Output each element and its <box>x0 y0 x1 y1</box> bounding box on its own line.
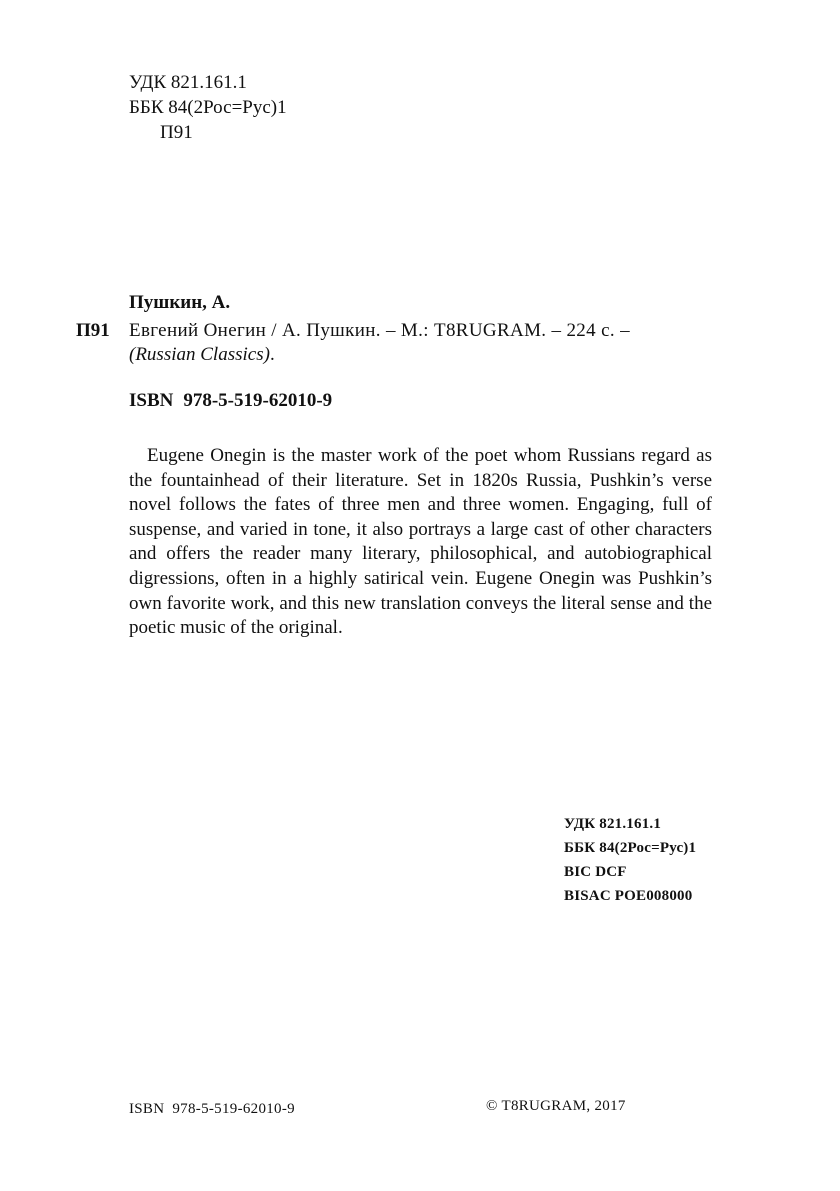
isbn-main <box>129 390 332 412</box>
classification-codes <box>564 812 696 908</box>
udk-code: УДК 821.161.1 <box>129 72 247 93</box>
isbn-label: ISBN <box>129 390 174 411</box>
classif-bbk: ББК 84(2Рос=Рус)1 <box>564 840 697 856</box>
catalog-author: Пушкин, А. <box>129 292 231 313</box>
footer-isbn <box>129 1101 295 1118</box>
classif-udk: УДК 821.161.1 <box>564 816 662 832</box>
book-description: Eugene Onegin is the master work of the poet whom Russians regard as the fountainhead of their literature. Set in 1820s Russia, Pushkin’s verse novel follows the fates of three men and three women. Engaging, full of suspense, and varied in tone, it also portrays a large cast of other characters and offers the reader many literary, philosophical, and autobiographical digressions, often in a highly satirical vein. Eugene Onegin was Pushkin’s own favorite work, and this new translation conveys the literal sense and the poetic music of the original. <box>129 445 712 639</box>
author-mark: П91 <box>160 122 193 143</box>
bbk-code: ББК 84(2Рос=Рус)1 <box>129 97 287 118</box>
catalog-title-line: Евгений Онегин / А. Пушкин. – М.: T8RUGRAM. – 224 с. – <box>129 320 630 341</box>
footer-isbn-label: ISBN <box>129 1101 165 1117</box>
classif-bic: BIC DCF <box>564 864 627 880</box>
classif-bisac: BISAC POE008000 <box>564 888 693 904</box>
isbn-number: 978-5-519-62010-9 <box>183 390 333 411</box>
copyright-notice: © T8RUGRAM, 2017 <box>486 1098 626 1114</box>
series-name: (Russian Classics) <box>129 344 270 365</box>
series-period: . <box>269 344 275 365</box>
top-classification-block <box>129 70 287 145</box>
footer-isbn-number: 978-5-519-62010-9 <box>172 1101 295 1117</box>
catalog-series <box>129 344 275 366</box>
catalog-author-mark: П91 <box>76 320 110 341</box>
